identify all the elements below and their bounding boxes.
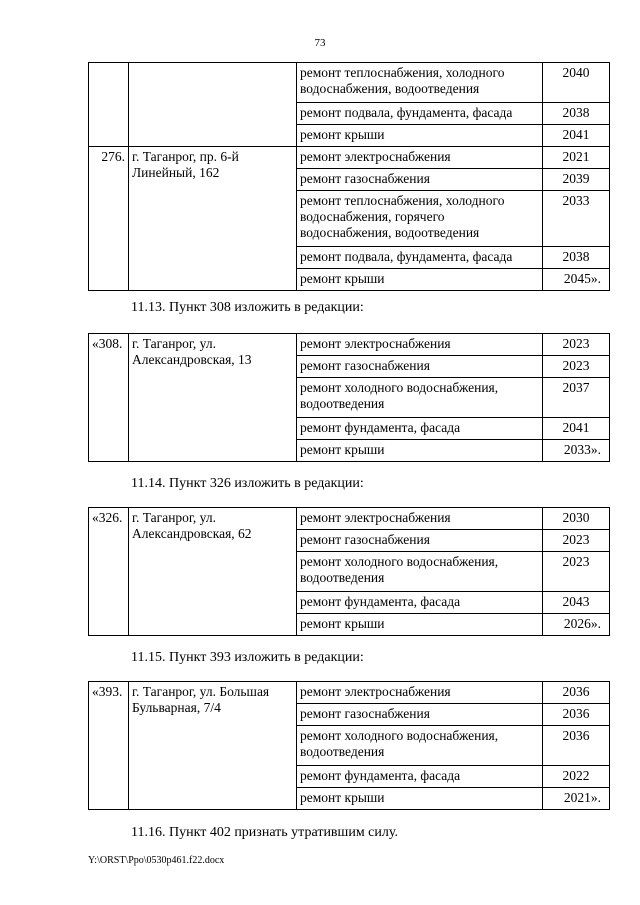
table-item-326 <box>88 507 610 636</box>
year-cell: 2036 <box>543 682 610 704</box>
item-number-cell: «326. <box>89 508 129 636</box>
work-type-cell: ремонт газоснабжения <box>297 704 543 726</box>
year-cell: 2023 <box>543 334 610 356</box>
work-type-cell: ремонт крыши <box>297 614 543 636</box>
year-cell: 2041 <box>543 125 610 147</box>
year-cell: 2033». <box>543 440 610 462</box>
paragraph-11-14: 11.14. Пункт 326 изложить в редакции: <box>131 476 364 491</box>
work-type-cell: ремонт холодного водоснабжения, водоотведения <box>297 378 543 418</box>
item-number-cell: «393. <box>89 682 129 810</box>
work-type-cell: ремонт крыши <box>297 440 543 462</box>
year-cell: 2023 <box>543 530 610 552</box>
item-number-cell: «308. <box>89 334 129 462</box>
year-cell: 2023 <box>543 356 610 378</box>
year-cell: 2021 <box>543 147 610 169</box>
table-item-308 <box>88 333 610 462</box>
work-type-cell: ремонт крыши <box>297 788 543 810</box>
year-cell: 2040 <box>543 63 610 103</box>
work-type-cell: ремонт электроснабжения <box>297 334 543 356</box>
year-cell: 2037 <box>543 378 610 418</box>
address-cell: г. Таганрог, пр. 6-й Линейный, 162 <box>129 147 297 291</box>
item-number-cell: 276. <box>89 147 129 291</box>
table-row <box>89 334 610 356</box>
year-cell: 2021». <box>543 788 610 810</box>
year-cell: 2030 <box>543 508 610 530</box>
work-type-cell: ремонт холодного водоснабжения, водоотведения <box>297 552 543 592</box>
address-cell: г. Таганрог, ул. Александровская, 62 <box>129 508 297 636</box>
work-type-cell: ремонт электроснабжения <box>297 508 543 530</box>
page-number: 73 <box>314 37 326 49</box>
table-item-393 <box>88 681 610 810</box>
table-continuation-276 <box>88 62 610 291</box>
work-type-cell: ремонт электроснабжения <box>297 682 543 704</box>
work-type-cell: ремонт газоснабжения <box>297 169 543 191</box>
table-row <box>89 63 610 103</box>
paragraph-11-13: 11.13. Пункт 308 изложить в редакции: <box>131 300 364 315</box>
year-cell: 2036 <box>543 726 610 766</box>
address-cell: г. Таганрог, ул. Александровская, 13 <box>129 334 297 462</box>
address-cell <box>129 63 297 147</box>
paragraph-11-16: 11.16. Пункт 402 признать утратившим силу. <box>131 825 398 840</box>
table-row <box>89 508 610 530</box>
work-type-cell: ремонт фундамента, фасада <box>297 418 543 440</box>
table-row <box>89 682 610 704</box>
year-cell: 2043 <box>543 592 610 614</box>
year-cell: 2022 <box>543 766 610 788</box>
work-type-cell: ремонт фундамента, фасада <box>297 592 543 614</box>
year-cell: 2023 <box>543 552 610 592</box>
work-type-cell: ремонт теплоснабжения, холодного водоснабжения, горячего водоснабжения, водоотведения <box>297 191 543 247</box>
work-type-cell: ремонт электроснабжения <box>297 147 543 169</box>
paragraph-11-15: 11.15. Пункт 393 изложить в редакции: <box>131 650 364 665</box>
year-cell: 2045». <box>543 269 610 291</box>
footer-file-path: Y:\ORST\Ppo\0530p461.f22.docx <box>88 855 225 866</box>
address-cell: г. Таганрог, ул. Большая Бульварная, 7/4 <box>129 682 297 810</box>
work-type-cell: ремонт газоснабжения <box>297 530 543 552</box>
year-cell: 2026». <box>543 614 610 636</box>
year-cell: 2036 <box>543 704 610 726</box>
work-type-cell: ремонт теплоснабжения, холодного водоснабжения, водоотведения <box>297 63 543 103</box>
work-type-cell: ремонт крыши <box>297 269 543 291</box>
work-type-cell: ремонт подвала, фундамента, фасада <box>297 103 543 125</box>
work-type-cell: ремонт фундамента, фасада <box>297 766 543 788</box>
work-type-cell: ремонт холодного водоснабжения, водоотведения <box>297 726 543 766</box>
year-cell: 2041 <box>543 418 610 440</box>
work-type-cell: ремонт крыши <box>297 125 543 147</box>
table-row <box>89 147 610 169</box>
work-type-cell: ремонт газоснабжения <box>297 356 543 378</box>
item-number-cell <box>89 63 129 147</box>
year-cell: 2038 <box>543 247 610 269</box>
year-cell: 2038 <box>543 103 610 125</box>
work-type-cell: ремонт подвала, фундамента, фасада <box>297 247 543 269</box>
year-cell: 2033 <box>543 191 610 247</box>
year-cell: 2039 <box>543 169 610 191</box>
